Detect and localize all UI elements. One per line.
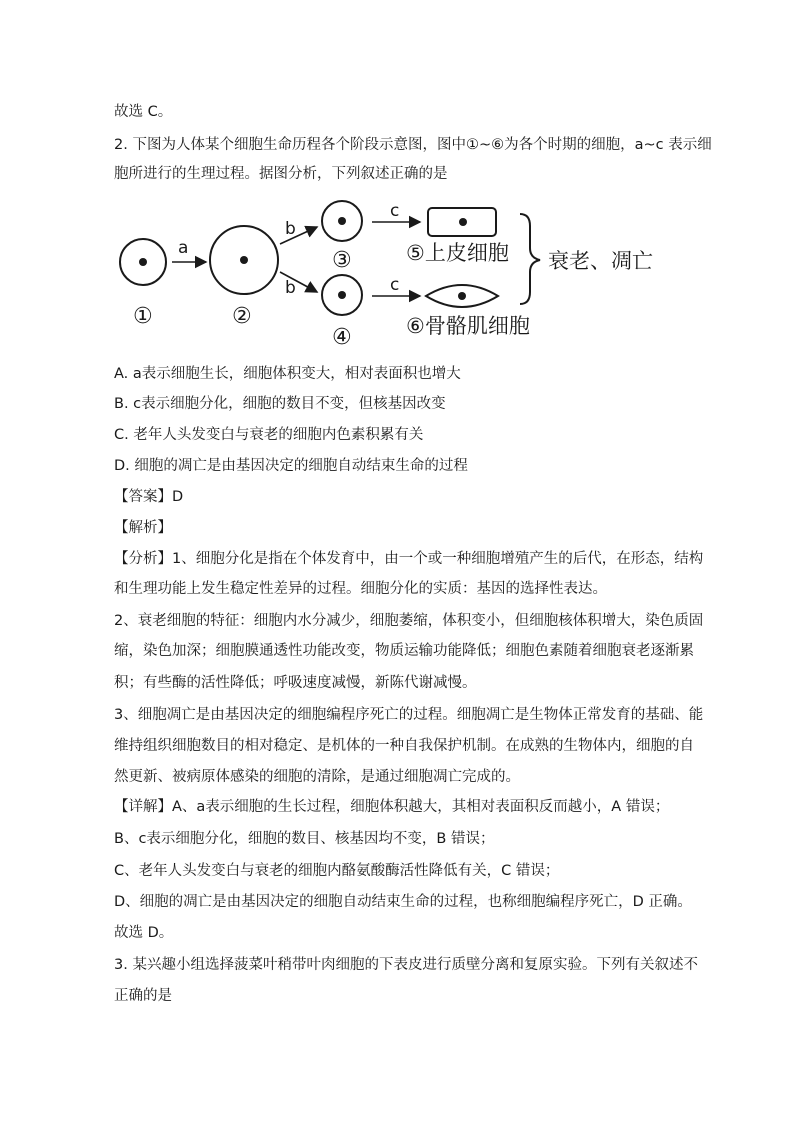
analysis-p2-line2: 缩，染色加深；细胞膜通透性功能改变，物质运输功能降低；细胞色素随着细胞衰老逐渐累 <box>114 643 694 659</box>
analysis-p3-line1: 3、细胞凋亡是由基因决定的细胞编程序死亡的过程。细胞凋亡是生物体正常发育的基础、能 <box>114 707 704 723</box>
analysis-p1-line2: 和生理功能上发生稳定性差异的过程。细胞分化的实质：基因的选择性表达。 <box>114 581 607 597</box>
right-brace <box>520 214 540 304</box>
question-2-stem-line-1: 2. 下图为人体某个细胞生命历程各个阶段示意图，图中①~⑥为各个时期的细胞，a~c 表示细 <box>114 137 712 153</box>
question-3-stem-line-2: 正确的是 <box>114 988 172 1004</box>
detail-line-d: D、细胞的凋亡是由基因决定的细胞自动结束生命的过程，也称细胞编程序死亡，D 正确。 <box>114 894 692 910</box>
analysis-title: 【解析】 <box>114 520 172 536</box>
question-3-stem-line-1: 3. 某兴趣小组选择菠菜叶稍带叶肉细胞的下表皮进行质壁分离和复原实验。下列有关叙述不 <box>114 957 698 973</box>
cell-5-nucleus <box>459 218 467 226</box>
detail-line-b: B、c表示细胞分化，细胞的数目、核基因均不变，B 错误； <box>114 831 495 847</box>
option-c: C. 老年人头发变白与衰老的细胞内色素积累有关 <box>114 427 424 443</box>
detail-line-a: 【详解】A、a表示细胞的生长过程，细胞体积越大，其相对表面积反而越小，A 错误； <box>114 799 670 815</box>
label-cell-6: ⑥骨骼肌细胞 <box>406 314 530 338</box>
label-3: ③ <box>332 248 352 273</box>
label-b-upper: b <box>285 219 296 239</box>
cell-6-nucleus <box>458 292 466 300</box>
detail-conclusion: 故选 D。 <box>114 925 174 941</box>
question-2-stem-line-2: 胞所进行的生理过程。据图分析，下列叙述正确的是 <box>114 166 448 182</box>
option-a: A. a表示细胞生长，细胞体积变大，相对表面积也增大 <box>114 366 461 382</box>
label-c-upper: c <box>390 201 400 221</box>
label-2: ② <box>232 304 252 329</box>
label-1: ① <box>133 304 153 329</box>
analysis-p1-line1: 【分析】1、细胞分化是指在个体发育中，由一个或一种细胞增殖产生的后代，在形态，结构 <box>114 551 704 567</box>
cell-4-nucleus <box>338 291 346 299</box>
label-4: ④ <box>332 325 352 350</box>
analysis-p3-line3: 然更新、被病原体感染的细胞的清除，是通过细胞凋亡完成的。 <box>114 769 520 785</box>
analysis-p2-line1: 2、衰老细胞的特征：细胞内水分减少，细胞萎缩，体积变小，但细胞核体积增大，染色质固 <box>114 613 704 629</box>
label-senescence-apoptosis: 衰老、凋亡 <box>548 249 653 273</box>
prev-conclusion: 故选 C。 <box>114 104 173 120</box>
label-b-lower: b <box>285 278 296 298</box>
cell-1-nucleus <box>139 258 147 266</box>
cell-3-nucleus <box>338 217 346 225</box>
cell-2-nucleus <box>240 256 248 264</box>
detail-line-c: C、老年人头发变白与衰老的细胞内酪氨酸酶活性降低有关，C 错误； <box>114 863 560 879</box>
label-cell-5: ⑤上皮细胞 <box>406 241 509 265</box>
answer-label: 【答案】D <box>114 489 184 505</box>
analysis-p2-line3: 积；有些酶的活性降低；呼吸速度减慢，新陈代谢减慢。 <box>114 675 477 691</box>
analysis-p3-line2: 维持组织细胞数目的相对稳定、是机体的一种自我保护机制。在成熟的生物体内，细胞的自 <box>114 738 694 754</box>
label-c-lower: c <box>390 275 400 295</box>
cell-life-cycle-diagram <box>108 192 668 352</box>
option-d: D. 细胞的凋亡是由基因决定的细胞自动结束生命的过程 <box>114 458 468 474</box>
label-a: a <box>178 238 189 258</box>
option-b: B. c表示细胞分化，细胞的数目不变，但核基因改变 <box>114 396 446 412</box>
